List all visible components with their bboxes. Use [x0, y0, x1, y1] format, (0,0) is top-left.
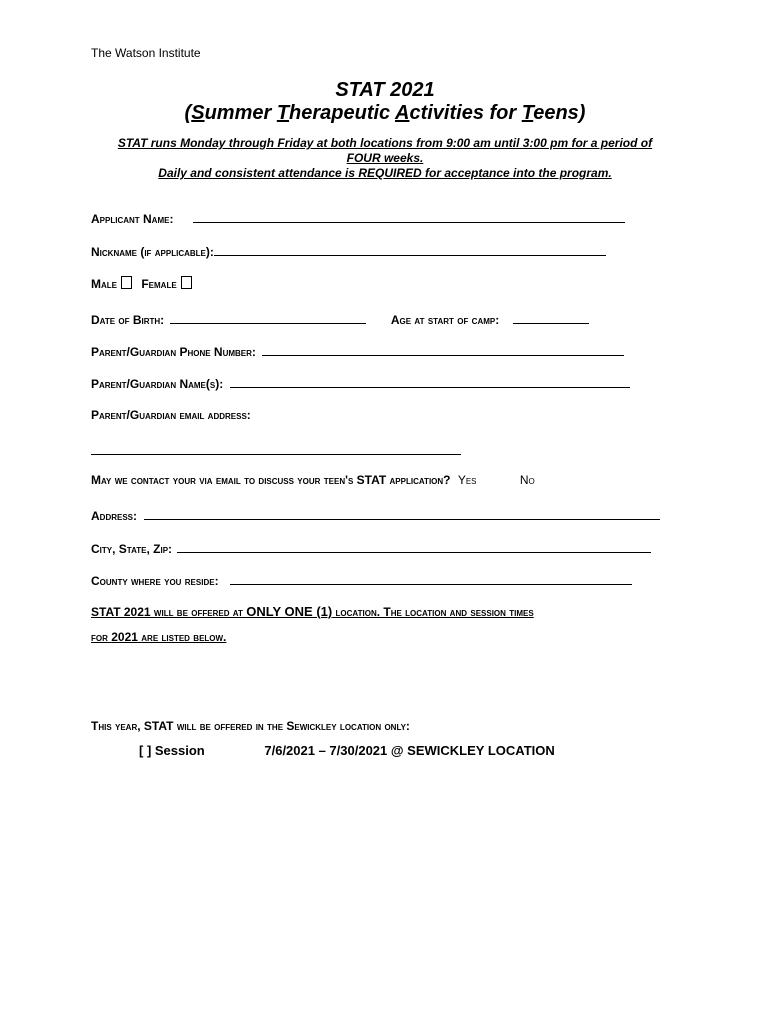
female-label: Female [141, 277, 177, 291]
dob-field[interactable] [170, 311, 366, 324]
city-field[interactable] [177, 540, 651, 553]
organization-name: The Watson Institute [91, 46, 201, 60]
session-intro-text1: This year, [91, 719, 141, 733]
applicant-name-label: Applicant Name: [91, 212, 174, 226]
offer-text4: are listed below. [141, 630, 227, 644]
applicant-name-field[interactable] [193, 210, 625, 223]
offer-stat: STAT 2021 [91, 605, 151, 619]
email-field[interactable] [91, 442, 461, 455]
form-title: STAT 2021 [335, 79, 435, 101]
phone-row [91, 343, 624, 359]
offer-text1: will be offered at [153, 605, 243, 619]
address-label: Address: [91, 509, 138, 523]
applicant-name-row [91, 210, 625, 226]
offer-line1 [91, 604, 534, 619]
offer-text2: location. The location and session times [335, 605, 534, 619]
gender-row [91, 276, 192, 291]
offer-line2 [91, 630, 226, 644]
no-option[interactable]: No [519, 473, 535, 487]
age-field[interactable] [513, 311, 589, 324]
phone-label: Parent/Guardian Phone Number: [91, 345, 256, 359]
schedule-notice: STAT runs Monday through Friday at both locations from 9:00 am until 3:00 pm for a period of FOUR weeks. [117, 136, 653, 165]
offer-text3: for [91, 630, 108, 644]
contact-row [91, 473, 535, 487]
county-row [91, 572, 632, 588]
guardian-name-field[interactable] [230, 375, 630, 388]
city-row [91, 540, 651, 556]
county-field[interactable] [230, 572, 632, 585]
city-label: City, State, Zip: [91, 542, 173, 556]
email-label: Parent/Guardian email address: [91, 408, 251, 422]
session-checkbox[interactable]: [ ] Session [139, 743, 205, 758]
nickname-label: Nickname (if applicable): [91, 245, 214, 259]
session-intro-text2: will be offered in the Sewickley location only: [176, 719, 410, 733]
guardian-name-label: Parent/Guardian Name(s): [91, 377, 224, 391]
session-dates: 7/6/2021 – 7/30/2021 @ SEWICKLEY LOCATION [264, 743, 555, 758]
form-subtitle: (Summer Therapeutic Activities for Teens) [184, 102, 586, 124]
offer-only: ONLY ONE (1) [246, 604, 333, 619]
contact-question-end: application? [389, 473, 451, 487]
offer-year: 2021 [111, 630, 138, 644]
attendance-notice: Daily and consistent attendance is REQUIRED for acceptance into the program. [158, 166, 612, 180]
address-row [91, 507, 660, 523]
age-label: Age at start of camp: [390, 313, 500, 327]
address-field[interactable] [144, 507, 660, 520]
contact-question: May we contact your via email to discuss your teen's [91, 473, 354, 487]
email-row [91, 408, 251, 422]
session-row [139, 743, 555, 758]
phone-field[interactable] [262, 343, 624, 356]
email-line-row [91, 442, 461, 458]
male-checkbox[interactable] [121, 276, 132, 289]
dob-label: Date of Birth: [91, 313, 165, 327]
nickname-row [91, 243, 606, 259]
male-label: Male [91, 277, 117, 291]
session-intro [91, 719, 410, 733]
contact-stat: STAT [356, 473, 387, 487]
yes-option[interactable]: Yes [457, 473, 477, 487]
dob-row [91, 311, 589, 327]
nickname-field[interactable] [214, 243, 606, 256]
session-intro-stat: STAT [143, 719, 174, 733]
county-label: County where you reside: [91, 574, 219, 588]
guardian-name-row [91, 375, 630, 391]
female-checkbox[interactable] [181, 276, 192, 289]
